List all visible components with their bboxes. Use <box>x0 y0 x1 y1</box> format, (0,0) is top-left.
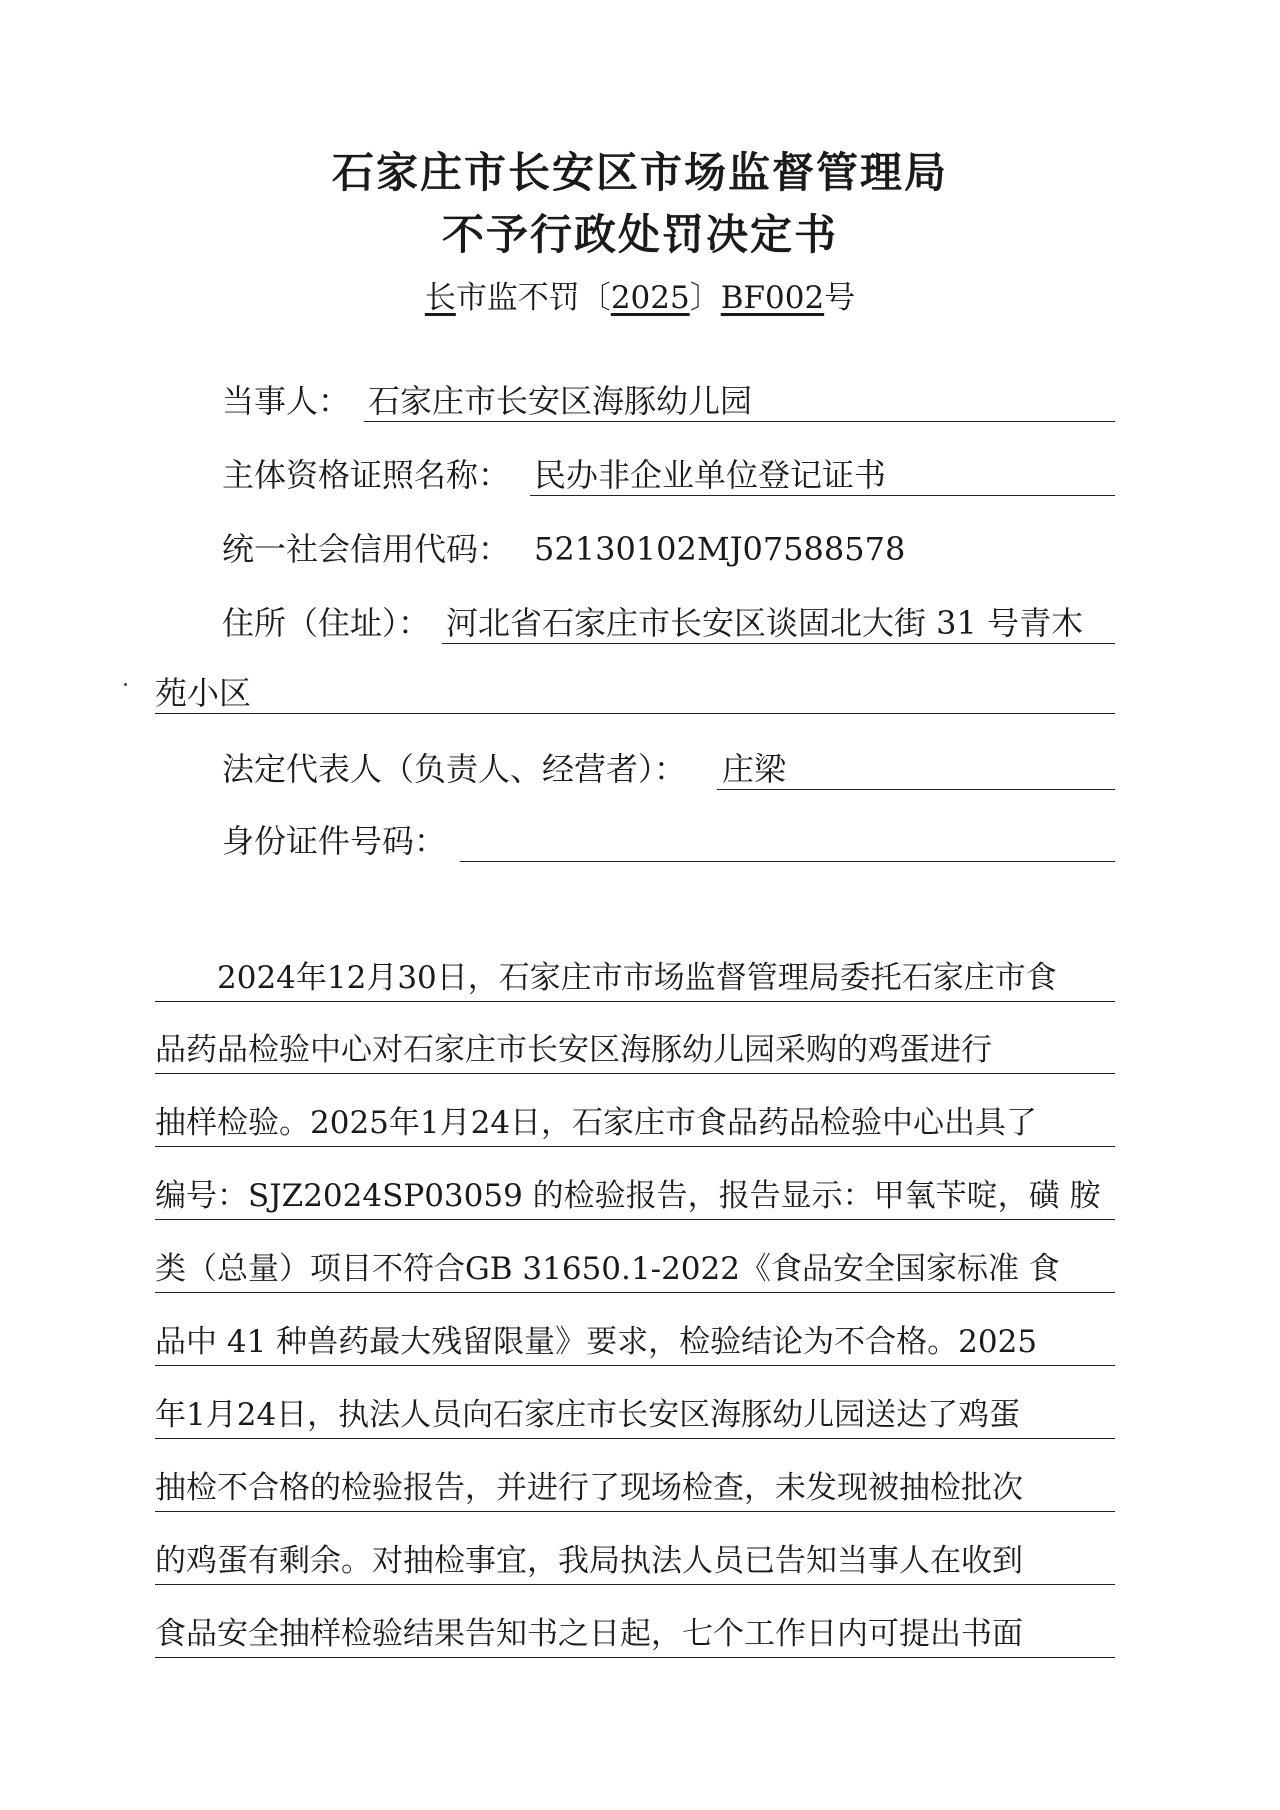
party-value: 石家庄市长安区海豚幼儿园 <box>368 382 753 420</box>
address-field <box>222 600 1115 646</box>
doc-number-suffix: 号 <box>824 280 856 316</box>
body-line: 品药品检验中心对石家庄市长安区海豚幼儿园采购的鸡蛋进行 <box>155 1027 1115 1074</box>
credit-code-value: 52130102MJ07588578 <box>534 530 906 568</box>
representative-value: 庄梁 <box>722 750 787 788</box>
address-value-line1: 河北省石家庄市长安区谈固北大街 31 号青木 <box>446 604 1084 642</box>
license-value: 民办非企业单位登记证书 <box>534 456 887 494</box>
address-value-line2: 苑小区 <box>155 674 252 712</box>
license-field <box>222 452 1115 498</box>
body-line: 编号：SJZ2024SP03059 的检验报告，报告显示：甲氧苄啶，磺 胺 <box>155 1173 1115 1220</box>
document-title-type: 不予行政处罚决定书 <box>441 210 838 259</box>
party-label: 当事人： <box>222 382 351 420</box>
body-line: 品中 41 种兽药最大残留限量》要求，检验结论为不合格。2025 <box>155 1319 1115 1366</box>
doc-number-code: BF002 <box>720 280 825 316</box>
body-line: 食品安全抽样检验结果告知书之日起，七个工作日内可提出书面 <box>155 1611 1115 1658</box>
doc-number-prefix: 长 <box>424 280 456 316</box>
address-field-continued <box>155 670 1115 716</box>
license-label: 主体资格证照名称： <box>222 456 511 494</box>
id-number-label: 身份证件号码： <box>222 822 447 860</box>
address-label: 住所（住址）： <box>222 604 431 642</box>
body-line: 类（总量）项目不符合GB 31650.1-2022《食品安全国家标准 食 <box>155 1246 1115 1293</box>
doc-number-year: 2025 <box>610 280 690 316</box>
credit-code-field <box>222 526 1115 572</box>
doc-number-middle: 市监不罚〔 <box>455 280 611 316</box>
representative-label: 法定代表人（负责人、经营者）： <box>222 750 687 788</box>
body-line: 抽样检验。2025年1月24日，石家庄市食品药品检验中心出具了 <box>155 1100 1115 1147</box>
body-line: 2024年12月30日，石家庄市市场监督管理局委托石家庄市食 <box>155 955 1115 1002</box>
body-line: 年1月24日，执法人员向石家庄市长安区海豚幼儿园送达了鸡蛋 <box>155 1392 1115 1439</box>
doc-number-close: 〕 <box>689 280 721 316</box>
id-number-underline <box>460 861 1115 862</box>
scan-speck <box>124 683 127 686</box>
credit-code-label: 统一社会信用代码： <box>222 530 511 568</box>
body-line: 的鸡蛋有剩余。对抽检事宜，我局执法人员已告知当事人在收到 <box>155 1538 1115 1585</box>
document-number <box>0 280 1280 316</box>
representative-field <box>222 746 1115 792</box>
id-number-field <box>222 818 1115 864</box>
body-line: 抽检不合格的检验报告，并进行了现场检查，未发现被抽检批次 <box>155 1465 1115 1512</box>
document-title-agency: 石家庄市长安区市场监督管理局 <box>331 148 948 197</box>
address-underline-2 <box>155 713 1115 714</box>
party-field <box>222 378 1115 424</box>
